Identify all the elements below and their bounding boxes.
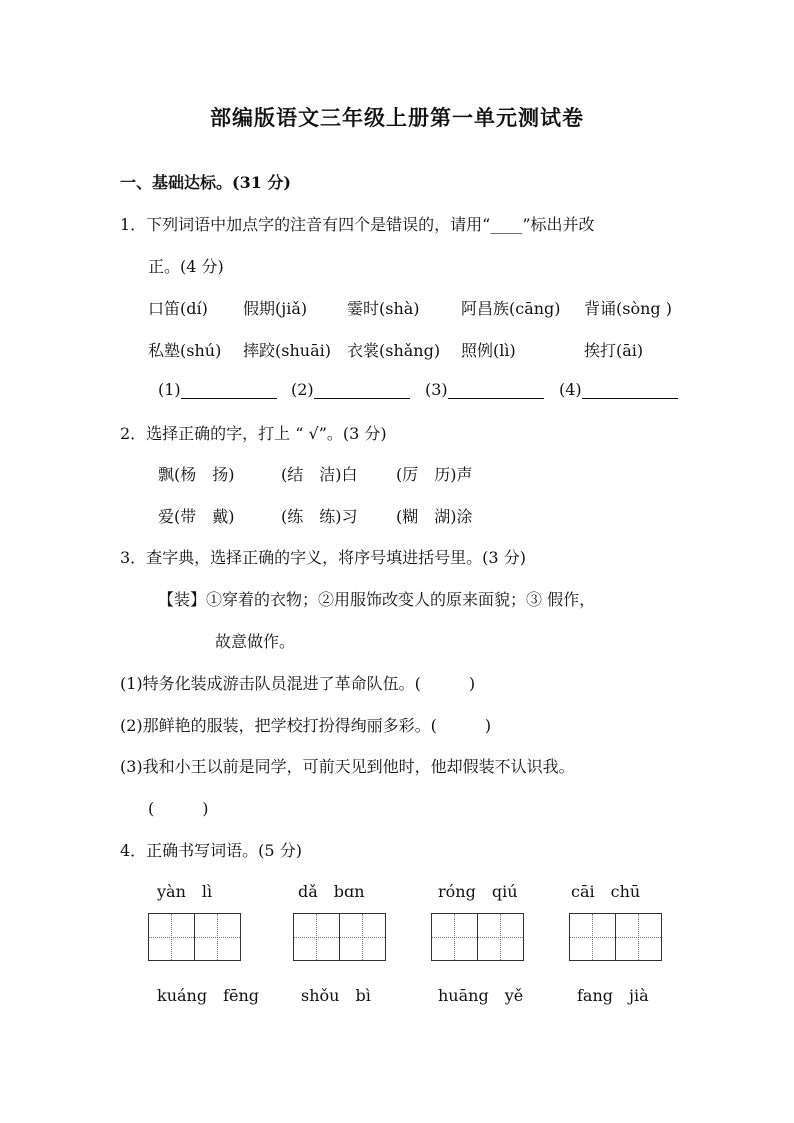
writing-cell[interactable] [431, 913, 478, 961]
blank-label: (2) [291, 380, 314, 399]
question-4-text: 4．正确书写词语。(5 分) [120, 841, 302, 860]
q1-word: 口笛(dí) [148, 299, 208, 318]
blank-label: (1) [158, 380, 181, 399]
answer-blank-3[interactable] [425, 380, 544, 399]
q2-choice[interactable]: 爱(带 戴) [158, 507, 235, 526]
writing-cell[interactable] [194, 913, 241, 961]
q1-word: 背诵(sòng ) [584, 299, 672, 318]
section-heading: 一、基础达标。(31 分) [120, 173, 291, 192]
writing-grid-4[interactable] [569, 913, 662, 963]
q2-choice[interactable]: (厉 历)声 [396, 465, 473, 484]
pinyin-label: cāi chū [571, 882, 641, 901]
q1-word: 阿昌族(cāng) [461, 299, 561, 318]
q1-word: 私塾(shú) [148, 341, 222, 360]
pinyin-label: yàn lì [157, 882, 213, 901]
q1-word: 摔跤(shuāi) [243, 341, 331, 360]
question-3-text: 3．查字典，选择正确的字义，将序号填进括号里。(3 分) [120, 548, 526, 567]
q2-choice[interactable]: (糊 湖)涂 [396, 507, 473, 526]
writing-cell[interactable] [148, 913, 195, 961]
q1-word: 挨打(āi) [584, 341, 644, 360]
pinyin-label: fang jià [577, 986, 649, 1005]
q3-sentence-3: (3)我和小王以前是同学，可前天见到他时，他却假装不认识我。 [120, 757, 575, 776]
blank-label: (3) [425, 380, 448, 399]
q2-choice[interactable]: (结 洁)白 [281, 465, 358, 484]
writing-grid-3[interactable] [431, 913, 524, 963]
q1-word: 衣裳(shǎng) [347, 341, 441, 360]
q1-word: 霎时(shà) [347, 299, 420, 318]
writing-grid-2[interactable] [293, 913, 386, 963]
blank-line[interactable] [314, 380, 410, 399]
pinyin-label: huāng yě [438, 986, 524, 1005]
q3-answer-paren[interactable]: ( ) [148, 799, 209, 818]
writing-cell[interactable] [477, 913, 524, 961]
definition-text: 【装】①穿着的衣物；②用服饰改变人的原来面貌；③ 假作， [158, 590, 596, 609]
q1-word: 照例(lì) [461, 341, 516, 360]
question-2-text: 2．选择正确的字，打上 “ √”。(3 分) [120, 424, 387, 443]
pinyin-label: róng qiú [438, 882, 518, 901]
answer-blank-1[interactable] [158, 380, 277, 399]
pinyin-label: shǒu bì [301, 986, 371, 1005]
q3-sentence-2[interactable]: (2)那鲜艳的服装，把学校打扮得绚丽多彩。( ) [120, 716, 492, 735]
blank-label: (4) [559, 380, 582, 399]
page-title: 部编版语文三年级上册第一单元测试卷 [210, 105, 584, 130]
writing-cell[interactable] [293, 913, 340, 961]
q1-word: 假期(jiǎ) [243, 299, 308, 318]
pinyin-label: kuáng fēng [157, 986, 260, 1005]
writing-cell[interactable] [339, 913, 386, 961]
answer-blank-4[interactable] [559, 380, 678, 399]
blank-line[interactable] [448, 380, 544, 399]
answer-blank-2[interactable] [291, 380, 410, 399]
blank-line[interactable] [582, 380, 678, 399]
q3-sentence-1[interactable]: (1)特务化装成游击队员混进了革命队伍。( ) [120, 674, 476, 693]
writing-cell[interactable] [569, 913, 616, 961]
question-1-text: 1．下列词语中加点字的注音有四个是错误的，请用“____”标出并改 [120, 215, 595, 234]
question-1-text-cont: 正。(4 分) [148, 257, 224, 276]
definition-text-cont: 故意做作。 [215, 632, 296, 651]
q2-choice[interactable]: (练 练)习 [281, 507, 358, 526]
blank-line[interactable] [181, 380, 277, 399]
pinyin-label: dǎ bɑn [298, 882, 365, 901]
q2-choice[interactable]: 飘(杨 扬) [158, 465, 235, 484]
writing-cell[interactable] [615, 913, 662, 961]
writing-grid-1[interactable] [148, 913, 241, 963]
